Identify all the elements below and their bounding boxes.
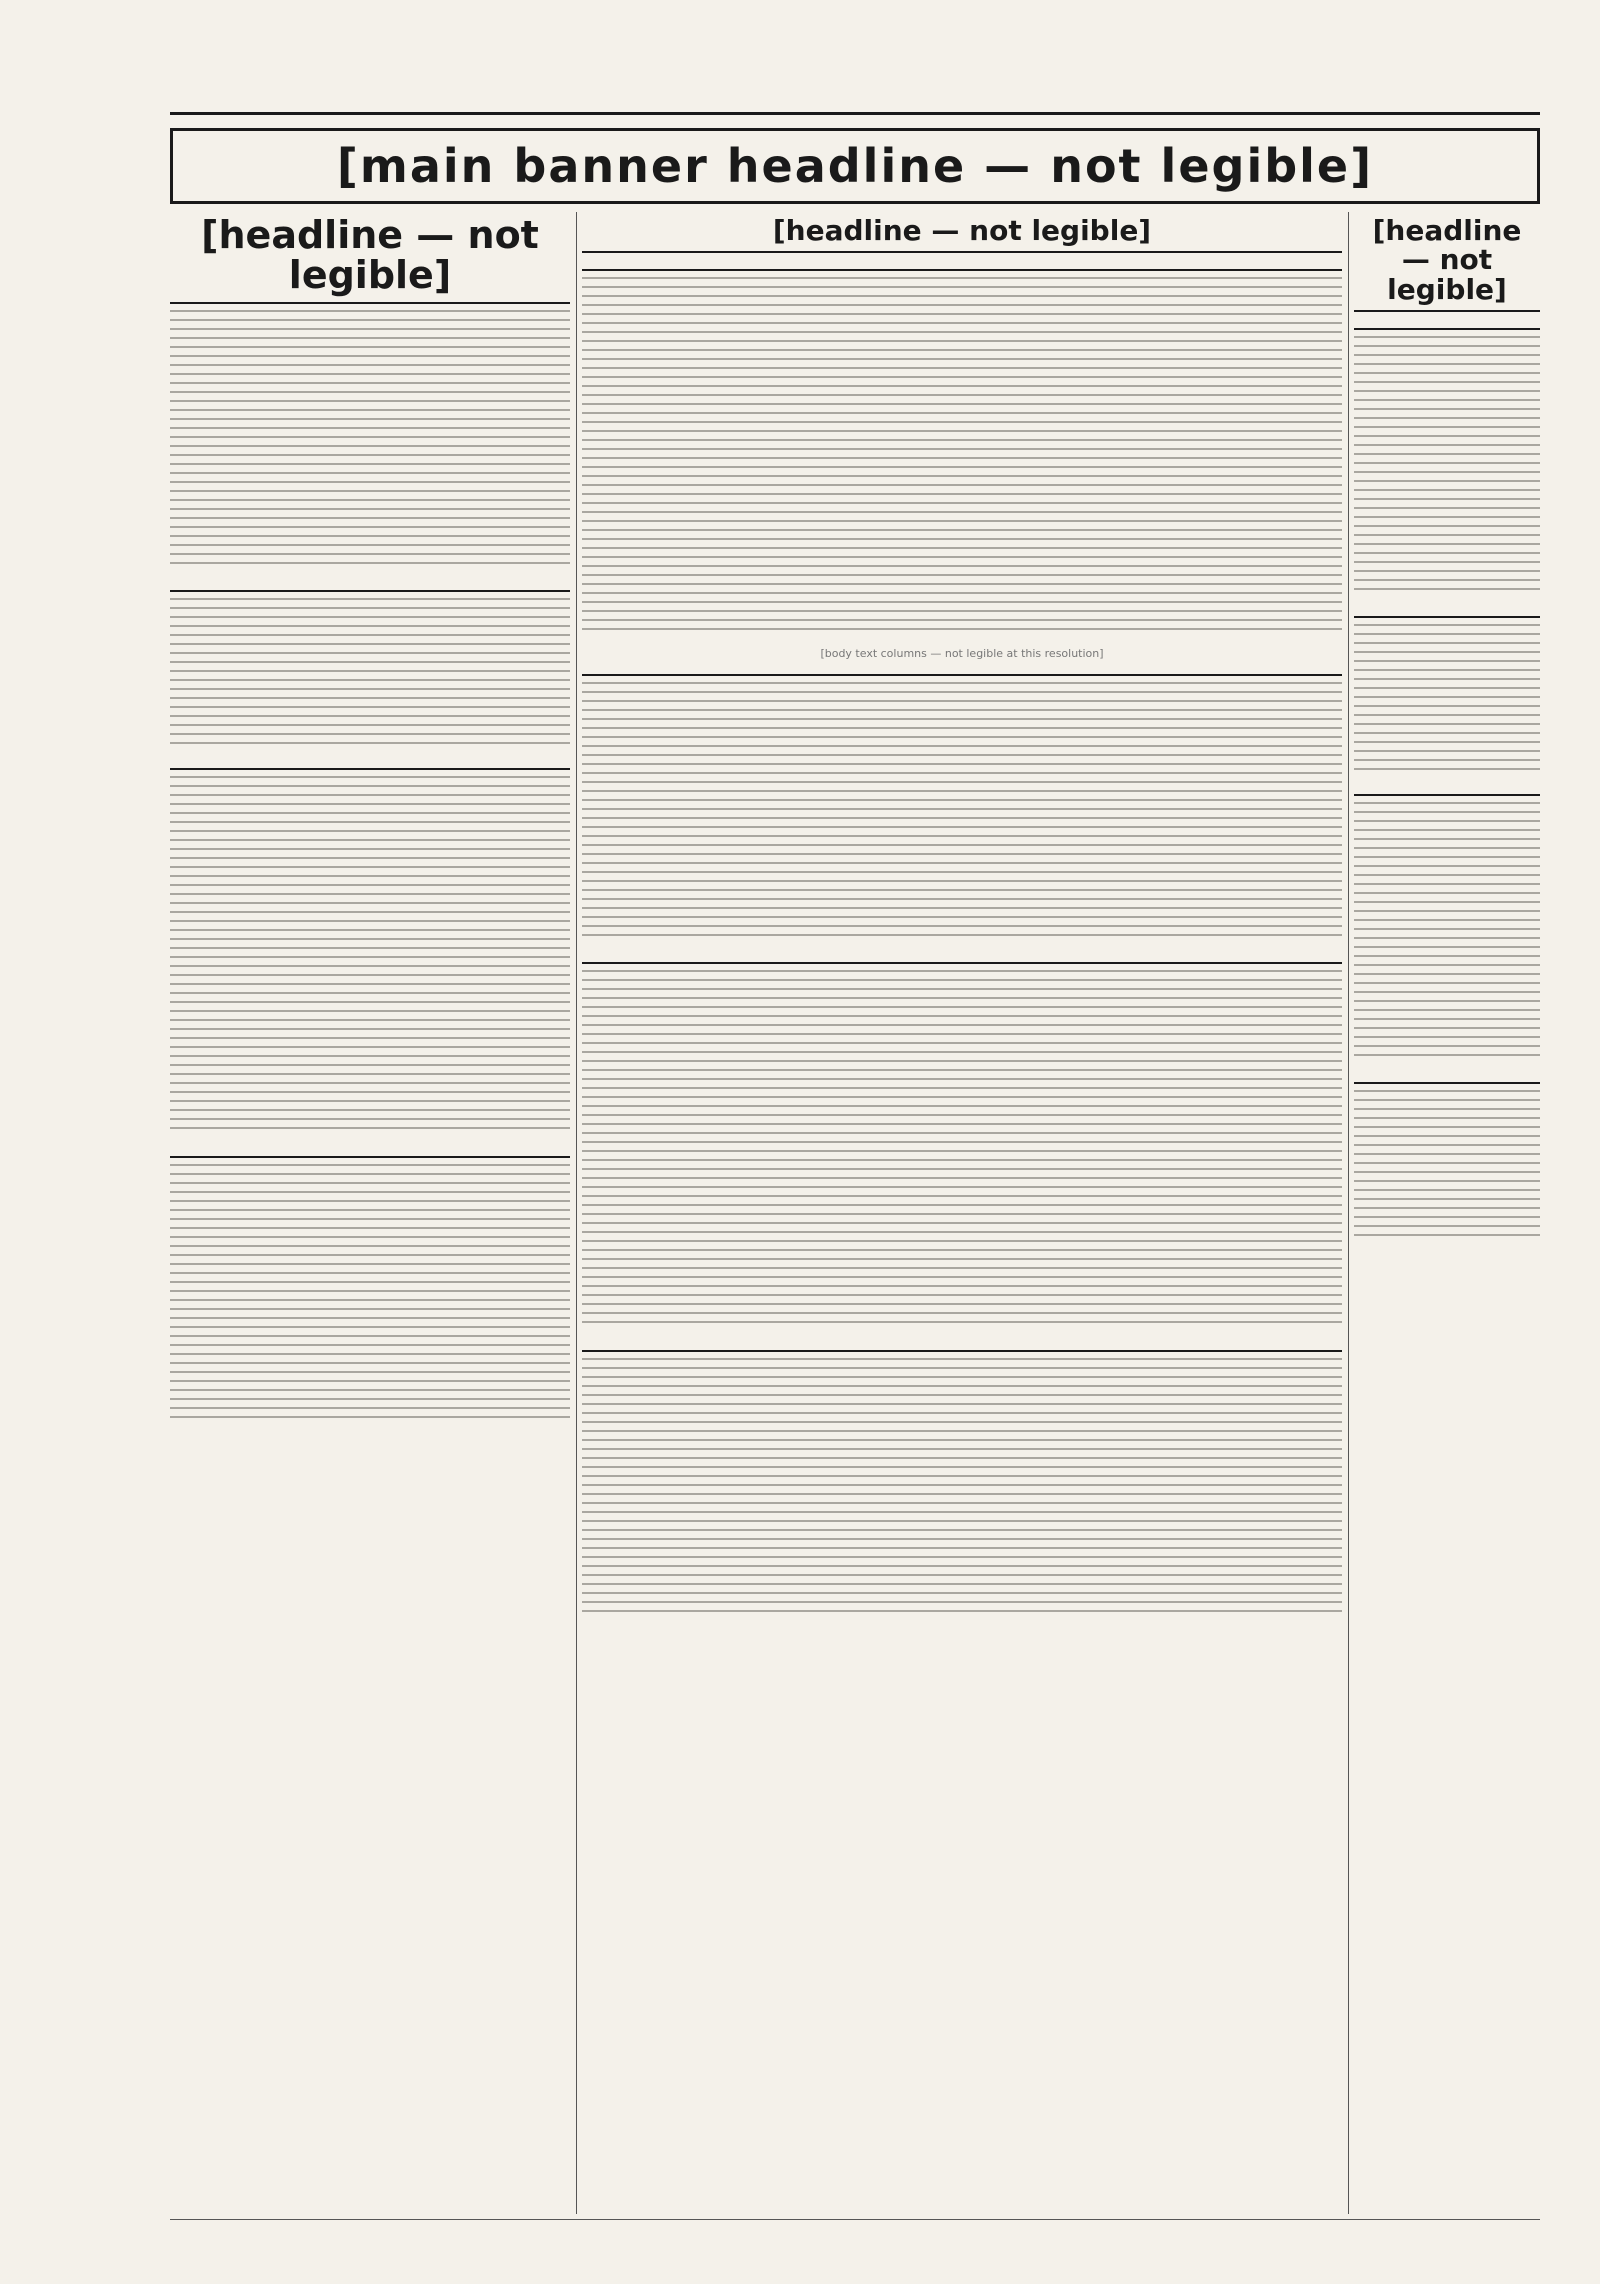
center-subheadline <box>582 952 1342 964</box>
center-headline: [headline — not legible] <box>582 212 1342 253</box>
center-subheadline <box>582 664 1342 676</box>
right-subheadline <box>1354 318 1540 330</box>
right-headline: [headline — not legible] <box>1354 212 1540 312</box>
legibility-note: [body text columns — not legible at this resolution] <box>820 647 1104 661</box>
left-headline: [headline — not legible] <box>170 212 570 304</box>
center-subheadline <box>582 1340 1342 1352</box>
center-column <box>582 212 1342 2214</box>
left-column <box>170 212 570 2214</box>
banner-headline: [main banner headline — not legible] <box>170 128 1540 204</box>
right-text-block <box>1354 624 1540 774</box>
right-column <box>1354 212 1540 2214</box>
column-rule <box>1348 212 1349 2214</box>
right-subheadline <box>1354 784 1540 796</box>
left-subheadline <box>170 758 570 770</box>
footer-rule <box>170 2219 1540 2220</box>
center-subheadline <box>582 259 1342 271</box>
right-text-block <box>1354 1090 1540 1240</box>
masthead-rule <box>170 112 1540 115</box>
right-subheadline <box>1354 606 1540 618</box>
left-subheadline <box>170 1146 570 1158</box>
left-subheadline <box>170 580 570 592</box>
left-text-block <box>170 310 570 570</box>
right-text-block <box>1354 336 1540 596</box>
right-subheadline <box>1354 1072 1540 1084</box>
left-text-block <box>170 776 570 1136</box>
right-text-block <box>1354 802 1540 1062</box>
center-text-block <box>582 277 1342 637</box>
column-rule <box>576 212 577 2214</box>
center-text-block <box>582 682 1342 942</box>
center-text-block <box>582 970 1342 1330</box>
left-text-block <box>170 598 570 748</box>
center-text-block <box>582 1358 1342 1618</box>
left-text-block <box>170 1164 570 1424</box>
